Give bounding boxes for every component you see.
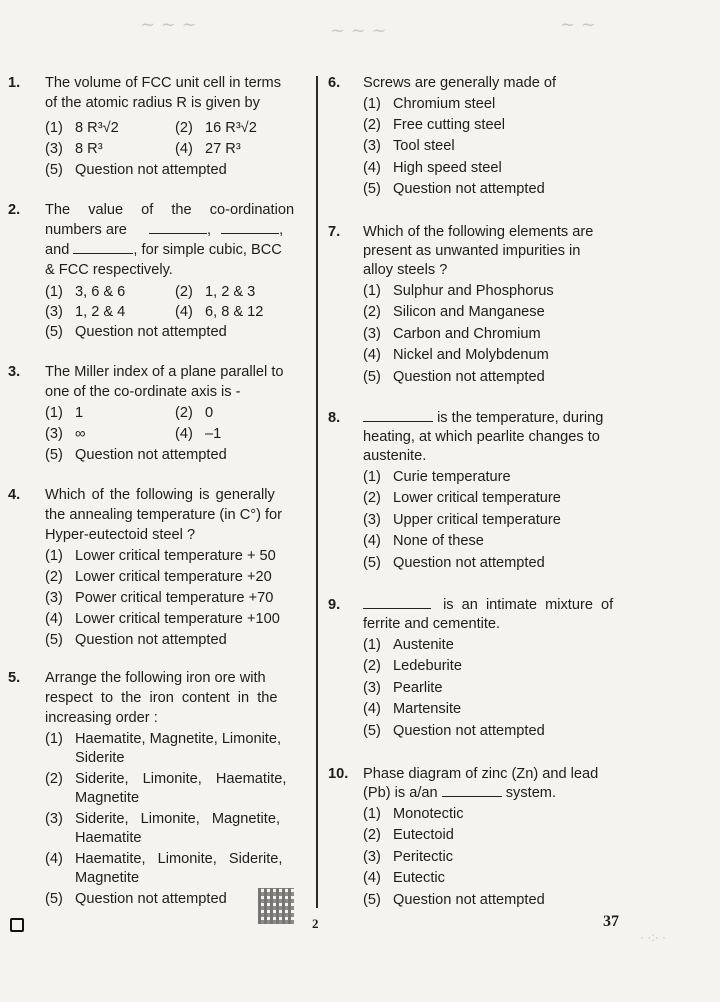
- option-2[interactable]: (2) Lower critical temperature +20: [45, 569, 272, 585]
- question-number: 3.: [8, 364, 21, 380]
- option-4[interactable]: (4) Nickel and Molybdenum: [363, 347, 549, 363]
- question-text-line: alloy steels ?: [363, 262, 448, 278]
- option-5[interactable]: (5) Question not attempted: [363, 555, 545, 571]
- option-3[interactable]: (3) 8 R³: [45, 141, 103, 157]
- option-3[interactable]: (3) Tool steel: [363, 138, 455, 154]
- blank: [363, 409, 433, 422]
- question-text-line: respect to the iron content in the: [45, 690, 278, 706]
- option-2-cont: Magnetite: [75, 790, 140, 806]
- option-1[interactable]: (1) Austenite: [363, 637, 454, 653]
- option-4[interactable]: (4) 6, 8 & 12: [175, 304, 264, 320]
- option-3[interactable]: (3) Siderite, Limonite, Magnetite,: [45, 811, 281, 827]
- option-3[interactable]: (3) Pearlite: [363, 680, 443, 696]
- question-text-line: heating, at which pearlite changes to: [363, 429, 600, 445]
- faint-handwriting: ~ ~ ~ ~ ~ ~ ~ ~: [140, 14, 596, 41]
- scan-smudge: · ·:· ·: [640, 930, 666, 944]
- question-number: 7.: [328, 224, 341, 240]
- option-3[interactable]: (3) ∞: [45, 426, 86, 442]
- question-number: 6.: [328, 75, 341, 91]
- question-number: 2.: [8, 202, 21, 218]
- question-number: 9.: [328, 597, 341, 613]
- option-4[interactable]: (4) Haematite, Limonite, Siderite,: [45, 851, 283, 867]
- question-text-line: The value of the co-ordination: [45, 202, 295, 218]
- option-4[interactable]: (4) –1: [175, 426, 222, 442]
- question-text-line: Screws are generally made of: [363, 75, 557, 91]
- option-5[interactable]: (5) Question not attempted: [363, 723, 545, 739]
- option-2[interactable]: (2) 1, 2 & 3: [175, 284, 256, 300]
- option-3[interactable]: (3) Peritectic: [363, 849, 454, 865]
- option-3-cont: Haematite: [75, 830, 142, 846]
- option-2[interactable]: (2) Lower critical temperature: [363, 490, 561, 506]
- option-2[interactable]: (2) Silicon and Manganese: [363, 304, 545, 320]
- question-text-line: present as unwanted impurities in: [363, 243, 581, 259]
- option-4[interactable]: (4) 27 R³: [175, 141, 241, 157]
- option-4[interactable]: (4) Lower critical temperature +100: [45, 611, 280, 627]
- blank: [442, 784, 502, 797]
- option-5[interactable]: (5) Question not attempted: [45, 891, 227, 907]
- option-5[interactable]: (5) Question not attempted: [363, 181, 545, 197]
- question-text-line: & FCC respectively.: [45, 262, 173, 278]
- question-text-line: the annealing temperature (in C°) for: [45, 507, 283, 523]
- option-5[interactable]: (5) Question not attempted: [363, 892, 545, 908]
- question-text-line: (Pb) is a/an system.: [363, 785, 557, 801]
- question-number: 4.: [8, 487, 21, 503]
- blank: [363, 596, 431, 609]
- blank: [73, 241, 133, 254]
- option-2[interactable]: (2) Eutectoid: [363, 827, 454, 843]
- question-text-line: numbers are , ,: [45, 222, 284, 238]
- question-number: 8.: [328, 410, 341, 426]
- blank: [149, 221, 207, 234]
- option-1[interactable]: (1) 8 R³√2: [45, 120, 119, 136]
- question-text-line: Phase diagram of zinc (Zn) and lead: [363, 766, 599, 782]
- option-1[interactable]: (1) Sulphur and Phosphorus: [363, 283, 554, 299]
- option-2[interactable]: (2) Siderite, Limonite, Haematite,: [45, 771, 287, 787]
- question-text-line: The Miller index of a plane parallel to: [45, 364, 284, 380]
- question-text-line: The volume of FCC unit cell in terms: [45, 75, 282, 91]
- question-number: 1.: [8, 75, 21, 91]
- option-1[interactable]: (1) Monotectic: [363, 806, 464, 822]
- option-2[interactable]: (2) Ledeburite: [363, 658, 462, 674]
- question-text-line: Hyper-eutectoid steel ?: [45, 527, 196, 543]
- option-1[interactable]: (1) Lower critical temperature + 50: [45, 548, 276, 564]
- option-4[interactable]: (4) High speed steel: [363, 160, 502, 176]
- question-text-line: Which of the following is generally: [45, 487, 275, 503]
- option-5[interactable]: (5) Question not attempted: [45, 162, 227, 178]
- option-2[interactable]: (2) Free cutting steel: [363, 117, 505, 133]
- option-2[interactable]: (2) 16 R³√2: [175, 120, 257, 136]
- option-2[interactable]: (2) 0: [175, 405, 214, 421]
- question-text-line: Which of the following elements are: [363, 224, 594, 240]
- page-number: 37: [603, 913, 619, 930]
- footer-number: 2: [312, 916, 319, 931]
- option-4-cont: Magnetite: [75, 870, 140, 886]
- question-text-line: austenite.: [363, 448, 427, 464]
- question-text-line: and , for simple cubic, BCC: [45, 242, 282, 258]
- option-1[interactable]: (1) Haematite, Magnetite, Limonite,: [45, 731, 282, 747]
- option-5[interactable]: (5) Question not attempted: [363, 369, 545, 385]
- question-number: 5.: [8, 670, 21, 686]
- checkbox-marker: [10, 918, 24, 932]
- option-5[interactable]: (5) Question not attempted: [45, 632, 227, 648]
- option-4[interactable]: (4) Martensite: [363, 701, 462, 717]
- option-5[interactable]: (5) Question not attempted: [45, 447, 227, 463]
- question-text-line: one of the co-ordinate axis is -: [45, 384, 241, 400]
- option-5[interactable]: (5) Question not attempted: [45, 324, 227, 340]
- option-3[interactable]: (3) Carbon and Chromium: [363, 326, 541, 342]
- option-1[interactable]: (1) 1: [45, 405, 84, 421]
- question-text-line: is an intimate mixture of: [363, 596, 625, 616]
- option-4[interactable]: (4) None of these: [363, 533, 484, 549]
- qr-code: [258, 888, 294, 924]
- option-1[interactable]: (1) 3, 6 & 6: [45, 284, 126, 300]
- question-text-line: Arrange the following iron ore with: [45, 670, 266, 686]
- blank: [221, 221, 279, 234]
- option-1[interactable]: (1) Chromium steel: [363, 96, 496, 112]
- option-3[interactable]: (3) 1, 2 & 4: [45, 304, 126, 320]
- column-divider: [316, 76, 318, 908]
- option-4[interactable]: (4) Eutectic: [363, 870, 445, 886]
- option-1-cont: Siderite: [75, 750, 125, 766]
- question-text-line: increasing order :: [45, 710, 158, 726]
- question-text-line: is the temperature, during: [363, 409, 625, 429]
- question-text-line: ferrite and cementite.: [363, 616, 501, 632]
- option-3[interactable]: (3) Upper critical temperature: [363, 512, 561, 528]
- option-1[interactable]: (1) Curie temperature: [363, 469, 511, 485]
- question-number: 10.: [328, 766, 349, 782]
- question-text-line: of the atomic radius R is given by: [45, 95, 260, 111]
- option-3[interactable]: (3) Power critical temperature +70: [45, 590, 274, 606]
